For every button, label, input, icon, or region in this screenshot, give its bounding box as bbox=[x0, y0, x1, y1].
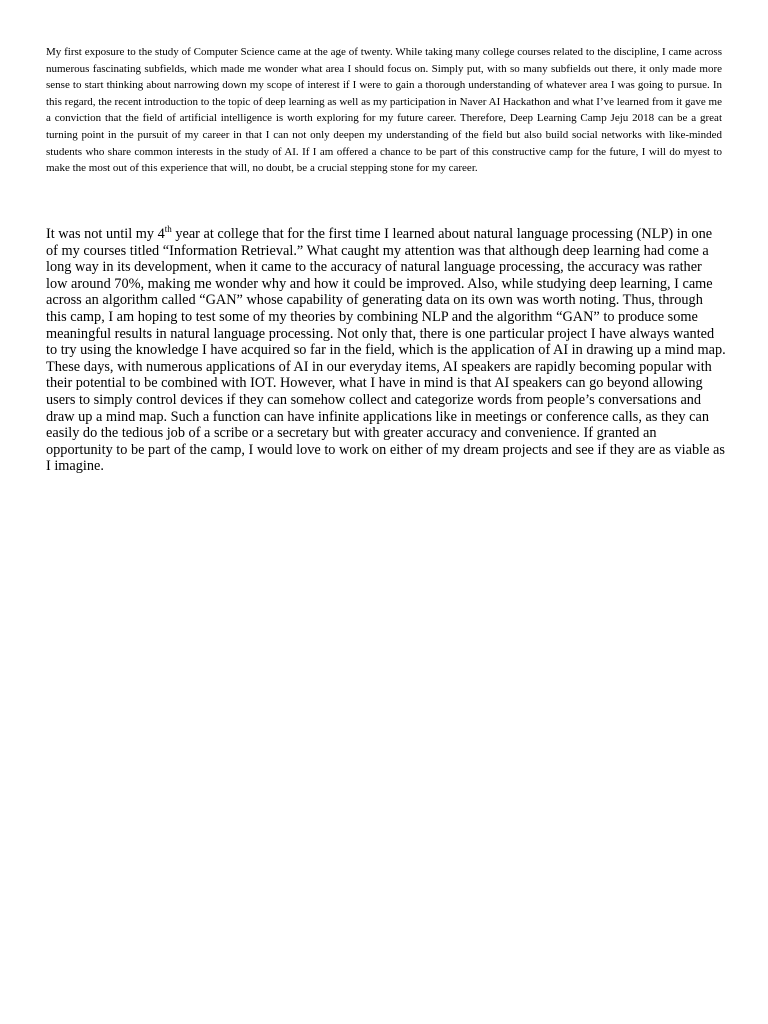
paragraph-first-exposure: My first exposure to the study of Computer Science came at the age of twenty. While taking many college courses related to the discipline, I came across numerous fascinating subfields, which made me wonder what area I should focus on. Simply put, with so many subfields out there, it only made more sense to start thinking about narrowing down my scope of interest if I were to gain a thorough understanding of whatever area I was going to pursue. In this regard, the recent introduction to the topic of deep learning as well as my participation in Naver AI Hackathon and what I’ve learned from it gave me a conviction that the field of artificial intelligence is worth exploring for my future career. Therefore, Deep Learning Camp Jeju 2018 can be a great turning point in the pursuit of my career in that I can not only deepen my understanding of the field but also build social networks with like-minded students who share common interests in the study of AI. If I am offered a chance to be part of this constructive camp for the future, I will do myest to make the most out of this experience that will, no doubt, be a crucial stepping stone for my career. bbox=[46, 46, 722, 175]
ordinal-superscript: th bbox=[164, 224, 172, 235]
paragraph-body-text: year at college that for the first time I learned about natural language processing (NLP) in one of my courses titled “Information Retrieval.” What caught my attention was that although deep learning had come a long way in its development, when it came to the accuracy of natural language processing, the accuracy was rather low around 70%, making me wonder why and how it could be improved. Also, while studying deep learning, I came across an algorithm called “GAN” whose capability of generating data on its own was worth noting. Thus, through this camp, I am hoping to test some of my theories by combining NLP and the algorithm “GAN” to produce some meaningful results in natural language processing. Not only that, there is one particular project I have always wanted to try using the knowledge I have acquired so far in the field, which is the application of AI in drawing up a mind map. These days, with numerous applications of AI in our everyday items, AI speakers are rapidly becoming popular with their potential to be combined with IOT. However, what I have in mind is that AI speakers can go beyond allowing users to simply control devices if they can somehow collect and categorize words from people’s conversations and draw up a mind map. Such a function can have infinite applications like in meetings or conference calls, as they can easily do the tedious job of a scribe or a secretary but with greater accuracy and convenience. If granted an opportunity to be part of the camp, I would love to work on either of my dream projects and see if they are as viable as I imagine. bbox=[46, 226, 726, 475]
paragraph-nlp-interest bbox=[46, 226, 726, 475]
paragraph-lead-text: It was not until my 4 bbox=[46, 226, 165, 242]
